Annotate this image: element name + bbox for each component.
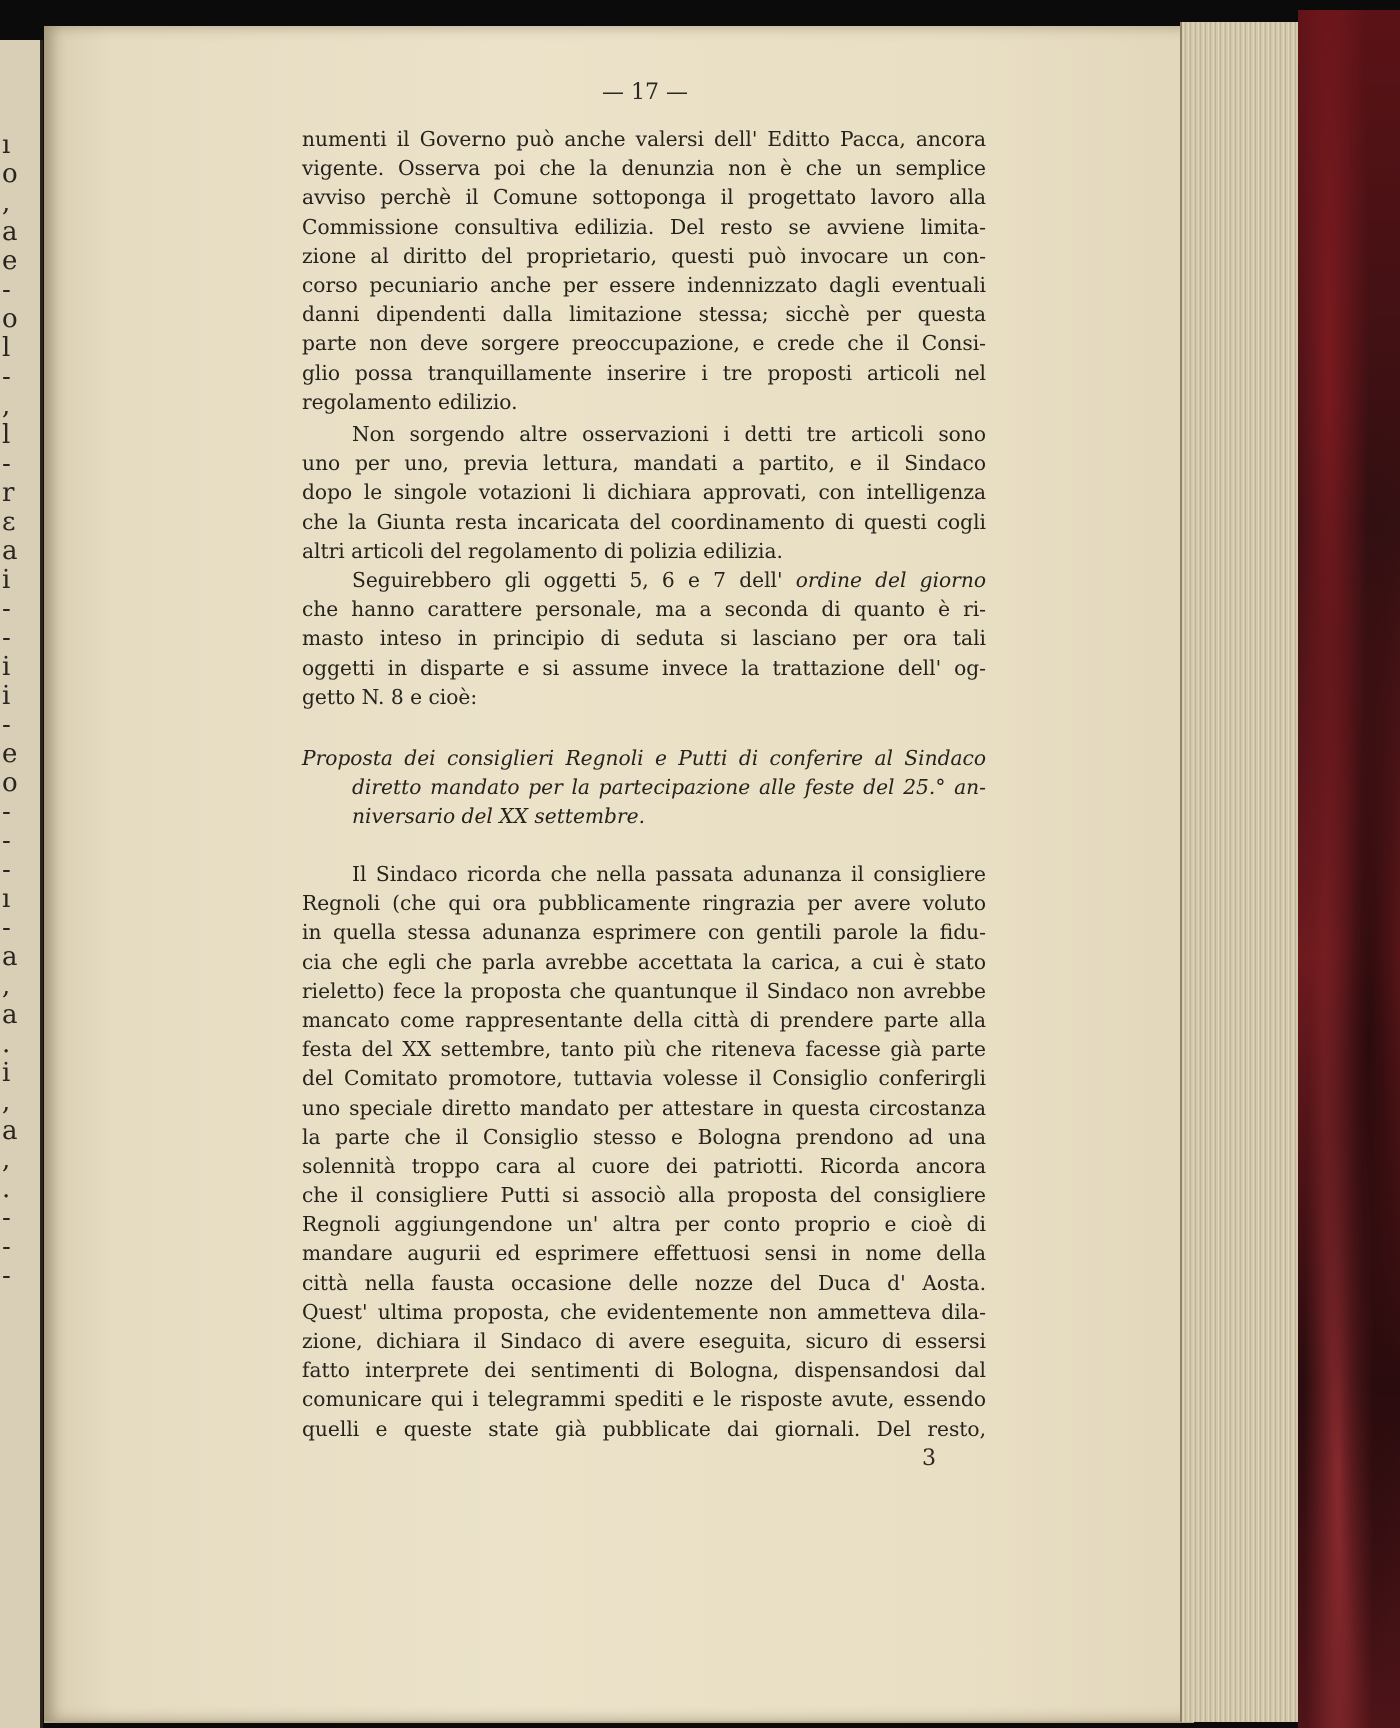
text-line: che il consigliere Putti si associò alla proposta del consigliere [302,1183,986,1208]
paragraph-3 [302,566,986,712]
sliver-char: - [2,623,11,653]
sliver-char: a [2,1000,18,1030]
page-edges [1180,22,1300,1722]
text-line: città nella fausta occasione delle nozze del Duca d' Aosta. [302,1270,986,1295]
text-line: comunicare qui i telegrammi spediti e le risposte avute, essendo [302,1387,986,1412]
text-line: mandare augurii ed esprimere effettuosi sensi in nome della [302,1241,986,1266]
page-header: — 17 — [602,80,688,105]
sliver-char: - [2,826,11,856]
text-line: altri articoli del regolamento di polizia edilizia. [302,538,783,563]
heading-line: niversario del XX settembre. [352,804,645,829]
sliver-char: - [2,855,11,885]
text-line: zione al diritto del proprietario, questi può invocare un con- [302,243,986,268]
text-line: dopo le singole votazioni li dichiara approvati, con intelligenza [302,480,986,505]
text-line: la parte che il Consiglio stesso e Bologna prendono ad una [302,1124,986,1149]
sliver-char: a [2,942,18,972]
text-line: zione, dichiara il Sindaco di avere eseguita, sicuro di essersi [302,1329,986,1353]
italic-term: ordine del giorno [795,568,986,592]
text-line: masto inteso in principio di seduta si lasciano per ora tali [302,626,986,651]
text-line: che la Giunta resta incaricata del coordinamento di questi cogli [302,509,986,534]
sliver-char: , [2,971,11,1001]
sliver-char: a [2,217,18,247]
sliver-char: i [2,652,11,682]
text-line: uno per uno, previa lettura, mandati a partito, e il Sindaco [302,451,986,476]
text-line: regolamento edilizio. [302,389,518,414]
paragraph-2 [302,420,986,566]
sliver-char: . [2,1174,11,1204]
text-line: numenti il Governo può anche valersi dell' Editto Pacca, ancora [302,127,986,151]
sliver-char: - [2,710,11,740]
sliver-char: l [2,333,11,363]
text-line: solennità troppo cara al cuore dei patriotti. Ricorda ancora [302,1153,986,1178]
sliver-char: ı [2,884,11,914]
sliver-char: e [2,739,18,769]
sliver-char: - [2,797,11,827]
sliver-char: - [2,275,11,305]
sliver-char: l [2,420,11,450]
sliver-char: - [2,449,11,479]
sliver-char: . [2,1029,11,1059]
text-line: mancato come rappresentante della città di prendere parte alla [302,1007,986,1032]
text-line: getto N. 8 e cioè: [302,684,478,709]
text-line: oggetti in disparte e si assume invece la trattazione dell' og- [302,655,986,680]
sliver-char: - [2,362,11,392]
text-line: uno speciale diretto mandato per attestare in questa circostanza [302,1095,986,1120]
text-line: in quella stessa adunanza esprimere con gentili parole la fidu- [302,920,986,945]
heading-line: diretto mandato per la partecipazione alle feste del 25.° an- [352,775,986,800]
section-heading [302,744,986,832]
text-line: fatto interprete dei sentimenti di Bologna, dispensandosi dal [302,1358,986,1383]
text-line: corso pecuniario anche per essere indennizzato dagli eventuali [302,272,986,297]
text-line: Non sorgendo altre osservazioni i detti tre articoli sono [352,422,986,446]
sliver-char: - [2,1232,11,1262]
text-line: Regnoli aggiungendone un' altra per conto proprio e cioè di [302,1212,986,1237]
text-line: che hanno carattere personale, ma a seconda di quanto è ri- [302,597,986,622]
sliver-char: o [2,159,18,189]
heading-line: Proposta dei consiglieri Regnoli e Putti di conferire al Sindaco [302,746,986,770]
text-line: del Comitato promotore, tuttavia volesse il Consiglio conferirgli [302,1066,986,1091]
sliver-char: o [2,304,18,334]
text-line: danni dipendenti dalla limitazione stessa; sicchè per questa [302,302,986,327]
sliver-char: r [2,478,15,508]
sliver-char: a [2,536,18,566]
sliver-char: ɛ [2,507,16,537]
text-line: glio possa tranquillamente inserire i tre proposti articoli nel [302,360,986,385]
text-line: festa del XX settembre, tanto più che riteneva facesse già parte [302,1037,986,1062]
text-line: Commissione consultiva edilizia. Del resto se avviene limita- [302,214,986,239]
sliver-char: - [2,1261,11,1291]
sliver-char: i [2,565,11,595]
text-line: quelli e queste state già pubblicate dai giornali. Del resto, [302,1416,986,1441]
sliver-char: , [2,1145,11,1175]
text-line: avviso perchè il Comune sottoponga il progettato lavoro alla [302,185,986,210]
paragraph-1 [302,125,986,417]
sliver-char: ı [2,130,11,160]
text-line: Il Sindaco ricorda che nella passata adunanza il consigliere [352,862,986,886]
sliver-char: i [2,681,11,711]
previous-page-edge [0,40,43,1728]
sliver-char: , [2,1087,11,1117]
text-line: rieletto) fece la proposta che quantunque il Sindaco non avrebbe [302,978,986,1003]
text-line: Quest' ultima proposta, che evidentemente non ammetteva dila- [302,1299,986,1324]
text-line: Regnoli (che qui ora pubblicamente ringrazia per avere voluto [302,891,986,916]
text-segment: Seguirebbero gli oggetti 5, 6 e 7 dell' [352,568,783,592]
sliver-char: - [2,594,11,624]
sliver-char: - [2,913,11,943]
signature-mark: 3 [922,1446,936,1471]
book-binding [1298,10,1400,1728]
sliver-char: , [2,188,11,218]
sliver-char: - [2,1203,11,1233]
sliver-char: i [2,1058,11,1088]
sliver-char: o [2,768,18,798]
sliver-char: a [2,1116,18,1146]
sliver-char: e [2,246,18,276]
text-line [302,566,986,595]
text-line: parte non deve sorgere preoccupazione, e crede che il Consi- [302,331,986,356]
sliver-char: , [2,391,11,421]
text-line: cia che egli che parla avrebbe accettata la carica, a cui è stato [302,949,986,974]
text-line: vigente. Osserva poi che la denunzia non è che un semplice [302,156,986,181]
paragraph-4 [302,860,986,1444]
